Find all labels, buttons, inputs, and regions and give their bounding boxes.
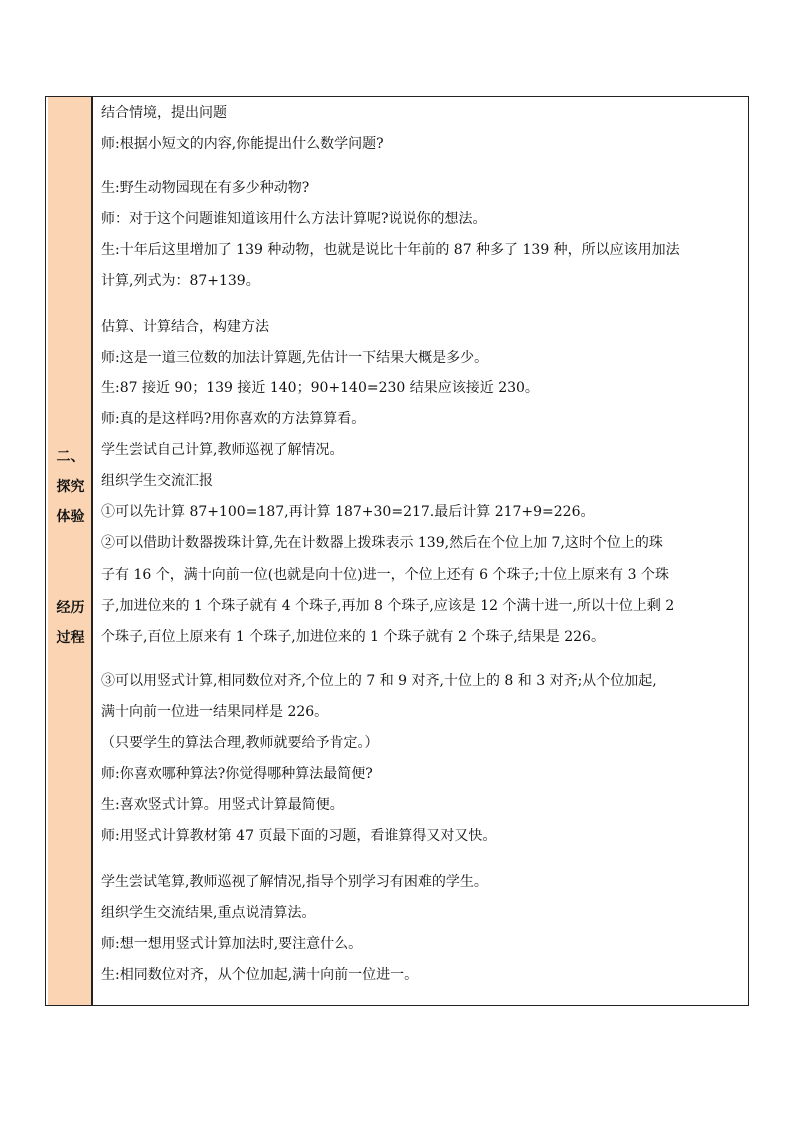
stage-label-line2: 体验 [56,509,85,525]
text-line: 生:相同数位对齐，从个位加起,满十向前一位进一。 [101,967,419,983]
text-line: 生:喜欢竖式计算。用竖式计算最简便。 [101,797,344,813]
text-line: 组织学生交流汇报 [101,473,213,489]
lesson-plan-table [45,96,749,1006]
subheading: 估算、计算结合，构建方法 [101,319,269,335]
text-line: 生:十年后这里增加了 139 种动物，也就是说比十年前的 87 种多了 139 种，所以应该用加法 [101,242,680,258]
text-line: 子,加进位来的 1 个珠子就有 4 个珠子,再加 8 个珠子,应该是 12 个满十进一,所以十位上剩 2 [101,598,675,614]
text-line: 师:你喜欢哪种算法?你觉得哪种算法最简便? [101,766,373,782]
text-line: 师:这是一道三位数的加法计算题,先估计一下结果大概是多少。 [101,350,489,366]
text-line: 师:用竖式计算教材第 47 页最下面的习题，看谁算得又对又快。 [101,828,497,844]
text-line: 计算,列式为：87+139。 [101,273,260,289]
text-line: ①可以先计算 87+100=187,再计算 187+30=217.最后计算 217+9=226。 [101,504,595,520]
text-line: （只要学生的算法合理,教师就要给予肯定。） [101,735,379,751]
section-number: 二、 [56,449,85,465]
text-line: 生:野生动物园现在有多少种动物? [101,180,310,196]
content-column [92,97,748,1005]
stage-label-line4: 过程 [56,630,85,646]
text-line: 师:真的是这样吗?用你喜欢的方法算算看。 [101,411,366,427]
text-line: 组织学生交流结果,重点说清算法。 [101,905,316,921]
stage-label-line1: 探究 [56,479,85,495]
text-line: 学生尝试笔算,教师巡视了解情况,指导个别学习有困难的学生。 [101,874,488,890]
text-line: 师:想一想用竖式计算加法时,要注意什么。 [101,936,363,952]
text-line: 个珠子,百位上原来有 1 个珠子,加进位来的 1 个珠子就有 2 个珠子,结果是 226。 [101,629,605,645]
text-line: 满十向前一位进一结果同样是 226。 [101,704,329,720]
text-line: ③可以用竖式计算,相同数位对齐,个位上的 7 和 9 对齐,十位上的 8 和 3 对齐;从个位加起, [101,673,657,689]
stage-label-shading [48,97,91,1005]
text-line: 师：对于这个问题谁知道该用什么方法计算呢?说说你的想法。 [101,211,487,227]
text-line: 生:87 接近 90；139 接近 140；90+140=230 结果应该接近 230。 [101,380,539,396]
stage-label-line3: 经历 [56,600,85,616]
stage-label-column [46,97,92,1005]
text-line: 子有 16 个，满十向前一位(也就是向十位)进一，个位上还有 6 个珠子;十位上原来有 3 个珠 [101,567,669,583]
text-line: 师:根据小短文的内容,你能提出什么数学问题? [101,136,384,152]
text-line: ②可以借助计数器拨珠计算,先在计数器上拨珠表示 139,然后在个位上加 7,这时个位上的珠 [101,535,663,551]
text-line: 学生尝试自己计算,教师巡视了解情况。 [101,442,344,458]
subheading: 结合情境，提出问题 [101,105,227,121]
